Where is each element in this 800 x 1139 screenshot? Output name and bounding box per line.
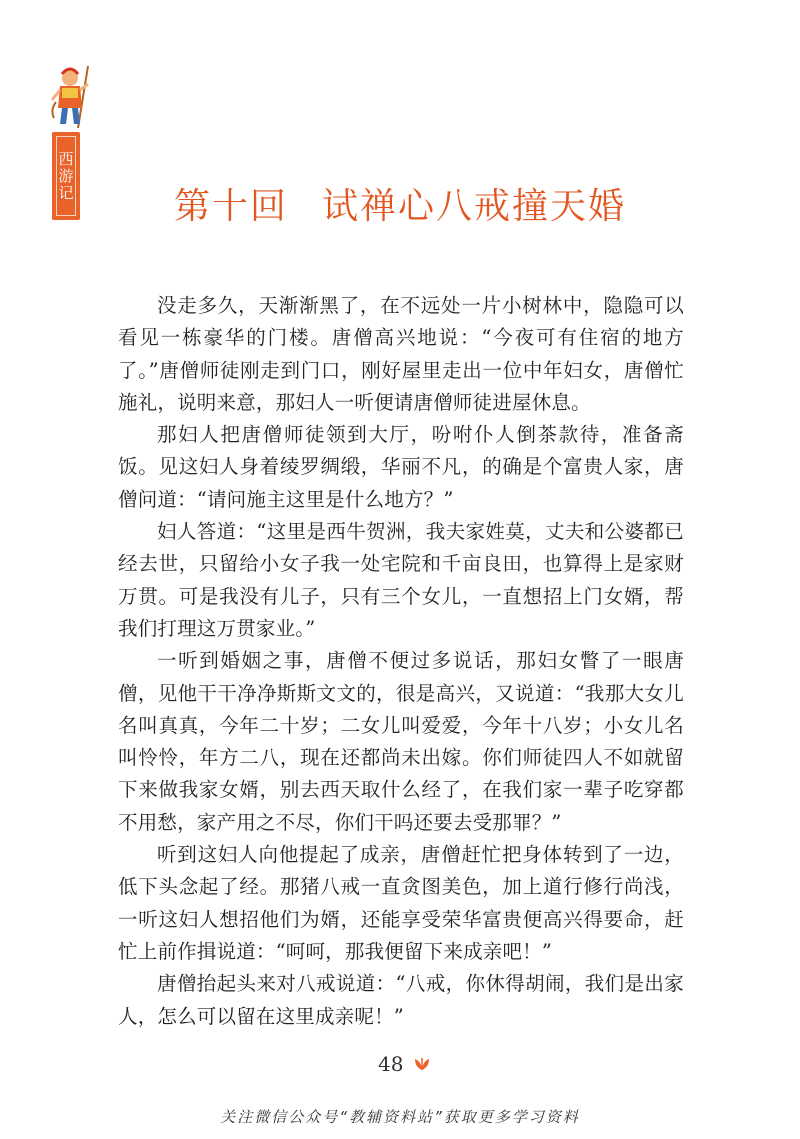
leaf-icon xyxy=(413,1057,431,1071)
paragraph: 妇人答道：“这里是西牛贺洲，我夫家姓莫，丈夫和公婆都已经去世，只留给小女子我一处宅院和千亩良田，也算得上是家财万贯。可是我没有儿子，只有三个女儿，一直想招上门女婿，帮我们打理这万贯家业。” xyxy=(118,520,684,640)
paragraph: 唐僧抬起头来对八戒说道：“八戒，你休得胡闹，我们是出家人，怎么可以留在这里成亲呢！” xyxy=(118,972,684,1028)
paragraph: 一听到婚姻之事，唐僧不便过多说话，那妇女瞥了一眼唐僧，见他干干净净斯斯文文的，很是高兴，又说道：“我那大女儿名叫真真，今年二十岁；二女儿叫爱爱，今年十八岁；小女儿名叫怜怜，年方二八，现在还都尚未出嫁。你们师徒四人不如就留下来做我家女婿，别去西天取什么经了，在我们家一辈子吃穿都不用愁，家产用之不尽，你们干吗还要去受那罪？” xyxy=(118,649,684,834)
chapter-name: 试禅心八戒撞天婚 xyxy=(322,186,627,227)
paragraph: 听到这妇人向他提起了成亲，唐僧赶忙把身体转到了一边，低下头念起了经。那猪八戒一直贪图美色，加上道行修行尚浅，一听这妇人想招他们为婿，还能享受荣华富贵便高兴得要命，赶忙上前作揖说道：“呵呵，那我便留下来成亲吧！” xyxy=(118,843,684,963)
chapter-title xyxy=(0,178,800,229)
monkey-king-icon xyxy=(48,62,98,130)
page-number: 48 xyxy=(378,1052,404,1076)
page-number-area xyxy=(378,1052,431,1076)
chapter-body xyxy=(118,290,684,1033)
paragraph: 那妇人把唐僧师徒领到大厅，吩咐仆人倒茶款待，准备斋饭。见这妇人身着绫罗绸缎，华丽不凡，的确是个富贵人家，唐僧问道：“请问施主这里是什么地方？” xyxy=(118,423,684,511)
footer-notice: 关注微信公众号“教辅资料站”获取更多学习资料 xyxy=(220,1108,580,1126)
paragraph: 没走多久，天渐渐黑了，在不远处一片小树林中，隐隐可以看见一栋豪华的门楼。唐僧高兴地说：“今夜可有住宿的地方了。”唐僧师徒刚走到门口，刚好屋里走出一位中年妇女，唐僧忙施礼，说明来意，那妇人一听便请唐僧师徒进屋休息。 xyxy=(118,294,684,414)
chapter-number: 第十回 xyxy=(173,186,288,227)
book-title-label: 西游记 xyxy=(56,150,75,202)
